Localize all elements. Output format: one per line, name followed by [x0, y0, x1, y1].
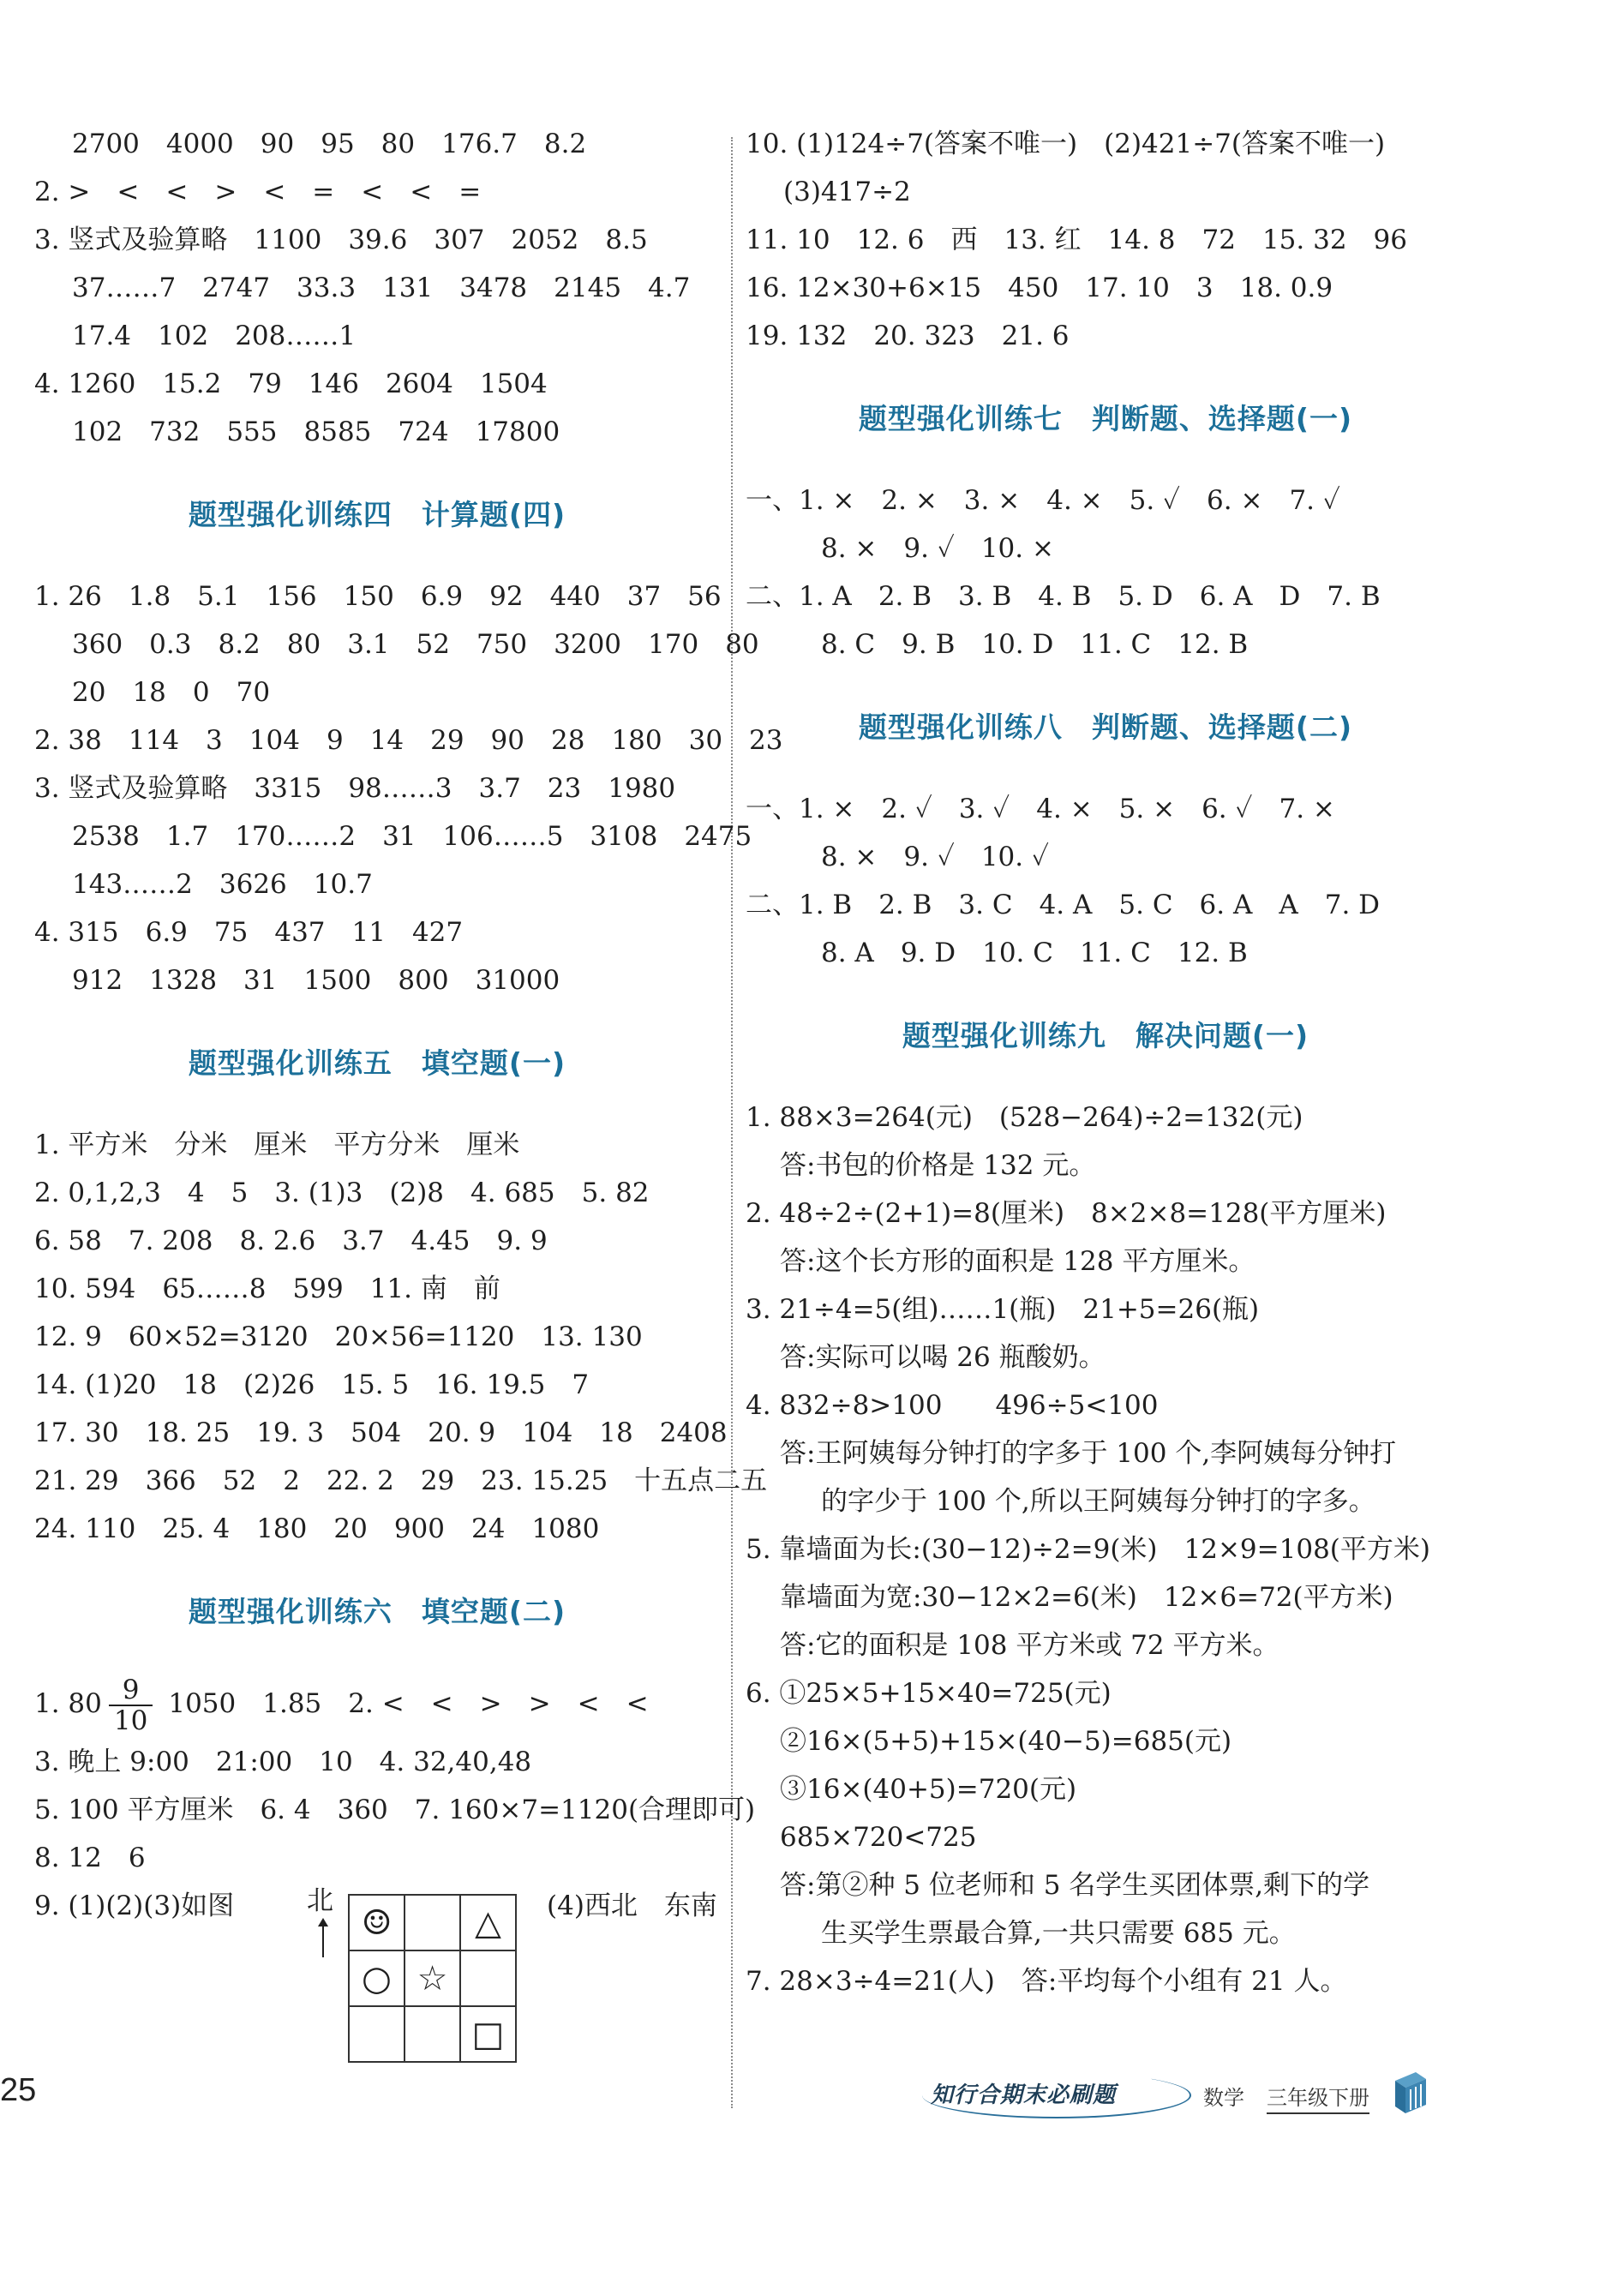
- answer-line: 一、1. × 2. ✓ 3. ✓ 4. × 5. × 6. ✓ 7. ×: [746, 794, 1335, 824]
- north-arrow-icon: [322, 1923, 324, 1957]
- left-column: [34, 120, 783, 2088]
- section-heading: 题型强化训练四 计算题(四): [188, 498, 566, 531]
- answer-line: 1. 平方米 分米 厘米 平方分米 厘米: [34, 1130, 520, 1160]
- star-icon: ☆: [405, 1951, 461, 2007]
- right-column: [746, 120, 1465, 2005]
- answer-line: 答:这个长方形的面积是 128 平方厘米。: [780, 1246, 1255, 1277]
- answer-line: 12. 9 60×52=3120 20×56=1120 13. 130: [34, 1321, 643, 1352]
- answer-line: 37……7 2747 33.3 131 3478 2145 4.7: [72, 273, 691, 303]
- answer-line: 的字少于 100 个,所以王阿姨每分钟打的字多。: [821, 1486, 1375, 1517]
- grade-label: 三年级下册: [1267, 2081, 1369, 2114]
- section-heading: 题型强化训练七 判断题、选择题(一): [858, 402, 1353, 435]
- answer-line: 1. 26 1.8 5.1 156 150 6.9 92 440 37 56: [34, 581, 722, 612]
- answer-line: 答:它的面积是 108 平方米或 72 平方米。: [780, 1630, 1279, 1661]
- direction-grid: [348, 1894, 517, 2063]
- page-footer: [931, 2074, 1445, 2125]
- answer-line: (3)417÷2: [783, 177, 911, 207]
- answer-line: 生买学生票最合算,一共只需要 685 元。: [821, 1918, 1296, 1949]
- answer-line: 20 18 0 70: [72, 677, 271, 708]
- answer-line: 2. 38 114 3 104 9 14 29 90 28 180 30 23: [34, 725, 783, 756]
- grid-cell: [461, 1951, 517, 2007]
- answer-line: 答:书包的价格是 132 元。: [780, 1150, 1096, 1181]
- answer-line: ③16×(40+5)=720(元): [780, 1774, 1077, 1805]
- fraction-suffix: 1050 1.85 2. < < > > < <: [168, 1688, 649, 1719]
- answer-line: 8. A 9. D 10. C 11. C 12. B: [821, 938, 1248, 968]
- answer-line: 2700 4000 90 95 80 176.7 8.2: [72, 129, 587, 159]
- question-9-label: 9. (1)(2)(3)如图: [34, 1891, 235, 1921]
- answer-line: 912 1328 31 1500 800 31000: [72, 965, 560, 996]
- answer-line: 5. 100 平方厘米 6. 4 360 7. 160×7=1120(合理即可): [34, 1795, 756, 1825]
- answer-line: 5. 靠墙面为长:(30−12)÷2=9(米) 12×9=108(平方米): [746, 1534, 1430, 1565]
- answer-line: 102 732 555 8585 724 17800: [72, 416, 560, 447]
- answer-line: 6. 58 7. 208 8. 2.6 3.7 4.45 9. 9: [34, 1225, 548, 1256]
- smiley-icon: ☺: [350, 1896, 405, 1951]
- answer-line: 19. 132 20. 323 21. 6: [746, 321, 1070, 351]
- answer-line: 2. 48÷2÷(2+1)=8(厘米) 8×2×8=128(平方厘米): [746, 1198, 1387, 1229]
- page-number: 25: [0, 2072, 37, 2108]
- answer-line: 靠墙面为宽:30−12×2=6(米) 12×6=72(平方米): [780, 1582, 1393, 1613]
- answer-line-fraction: [34, 1669, 720, 1738]
- answer-line: 24. 110 25. 4 180 20 900 24 1080: [34, 1513, 600, 1544]
- grid-cell: [405, 1896, 461, 1951]
- answer-line: 8. × 9. ✓ 10. ×: [821, 533, 1054, 564]
- grid-cell: [405, 2007, 461, 2063]
- brand-logo-text: 知行合期末必刷题: [931, 2082, 1117, 2108]
- answer-line: 3. 21÷4=5(组)……1(瓶) 21+5=26(瓶): [746, 1294, 1260, 1325]
- circle-icon: ○: [350, 1951, 405, 2007]
- answer-line: 143……2 3626 10.7: [72, 869, 373, 900]
- answer-line: 360 0.3 8.2 80 3.1 52 750 3200 170 80: [72, 629, 759, 660]
- answer-line: ②16×(5+5)+15×(40−5)=685(元): [780, 1726, 1232, 1757]
- answer-line: 11. 10 12. 6 西 13. 红 14. 8 72 15. 32 96: [746, 225, 1408, 255]
- answer-line: 答:实际可以喝 26 瓶酸奶。: [780, 1342, 1106, 1373]
- answer-line: 21. 29 366 52 2 22. 2 29 23. 15.25 十五点二五: [34, 1465, 768, 1496]
- answer-line: 685×720<725: [780, 1822, 977, 1853]
- answer-line: 10. (1)124÷7(答案不唯一) (2)421÷7(答案不唯一): [746, 129, 1386, 159]
- answer-line: 14. (1)20 18 (2)26 15. 5 16. 19.5 7: [34, 1369, 590, 1400]
- north-label: 北: [307, 1885, 333, 1916]
- grid-cell: [350, 2007, 405, 2063]
- answer-line: 2. > < < > < = < < =: [34, 177, 482, 207]
- answer-line: 3. 竖式及验算略 3315 98……3 3.7 23 1980: [34, 773, 676, 804]
- fraction-numerator: 9: [109, 1675, 153, 1706]
- answer-line: 1. 88×3=264(元) (528−264)÷2=132(元): [746, 1102, 1303, 1133]
- answer-line: 8. × 9. ✓ 10. ✓: [821, 842, 1049, 872]
- answer-line: 8. C 9. B 10. D 11. C 12. B: [821, 629, 1249, 660]
- answer-line: 4. 315 6.9 75 437 11 427: [34, 917, 464, 948]
- answer-line: 2538 1.7 170……2 31 106……5 3108 2475: [72, 821, 752, 852]
- section-heading: 题型强化训练九 解决问题(一): [902, 1019, 1309, 1052]
- section-heading: 题型强化训练五 填空题(一): [188, 1046, 566, 1080]
- answer-line: 17. 30 18. 25 19. 3 504 20. 9 104 18 2408: [34, 1417, 728, 1448]
- subject-label: 数学: [1203, 2086, 1244, 2110]
- answer-line: 4. 832÷8>100 496÷5<100: [746, 1390, 1159, 1421]
- answer-line: 16. 12×30+6×15 450 17. 10 3 18. 0.9: [746, 273, 1333, 303]
- fraction-prefix: 1. 80: [34, 1688, 102, 1719]
- answer-line: 7. 28×3÷4=21(人) 答:平均每个小组有 21 人。: [746, 1966, 1347, 1997]
- book-icon: [1390, 2069, 1431, 2117]
- answer-line: 答:王阿姨每分钟打的字多于 100 个,李阿姨每分钟打: [780, 1438, 1397, 1469]
- answer-line: 2. 0,1,2,3 4 5 3. (1)3 (2)8 4. 685 5. 82: [34, 1177, 650, 1208]
- answer-line: 二、1. B 2. B 3. C 4. A 5. C 6. A A 7. D: [746, 890, 1381, 920]
- answer-line: 10. 594 65……8 599 11. 南 前: [34, 1273, 500, 1304]
- answer-line: 一、1. × 2. × 3. × 4. × 5. ✓ 6. × 7. ✓: [746, 485, 1340, 516]
- answer-line: 3. 晚上 9:00 21:00 10 4. 32,40,48: [34, 1747, 532, 1777]
- answer-line: 8. 12 6: [34, 1843, 146, 1873]
- answer-line: 4. 1260 15.2 79 146 2604 1504: [34, 369, 548, 399]
- question-9-answer: (4)西北 东南: [547, 1891, 717, 1921]
- answer-line: 二、1. A 2. B 3. B 4. B 5. D 6. A D 7. B: [746, 581, 1381, 612]
- square-icon: □: [461, 2007, 517, 2063]
- answer-line: 17.4 102 208……1: [72, 321, 357, 351]
- answer-line: 6. ①25×5+15×40=725(元): [746, 1678, 1112, 1709]
- direction-grid-question: [34, 1882, 720, 2088]
- fraction-denominator: 10: [113, 1705, 148, 1736]
- answer-line: 3. 竖式及验算略 1100 39.6 307 2052 8.5: [34, 225, 648, 255]
- answer-line: 答:第②种 5 位老师和 5 名学生买团体票,剩下的学: [780, 1870, 1370, 1901]
- triangle-icon: △: [461, 1896, 517, 1951]
- section-heading: 题型强化训练八 判断题、选择题(二): [858, 710, 1353, 744]
- fraction: [109, 1675, 153, 1735]
- section-heading: 题型强化训练六 填空题(二): [188, 1595, 566, 1628]
